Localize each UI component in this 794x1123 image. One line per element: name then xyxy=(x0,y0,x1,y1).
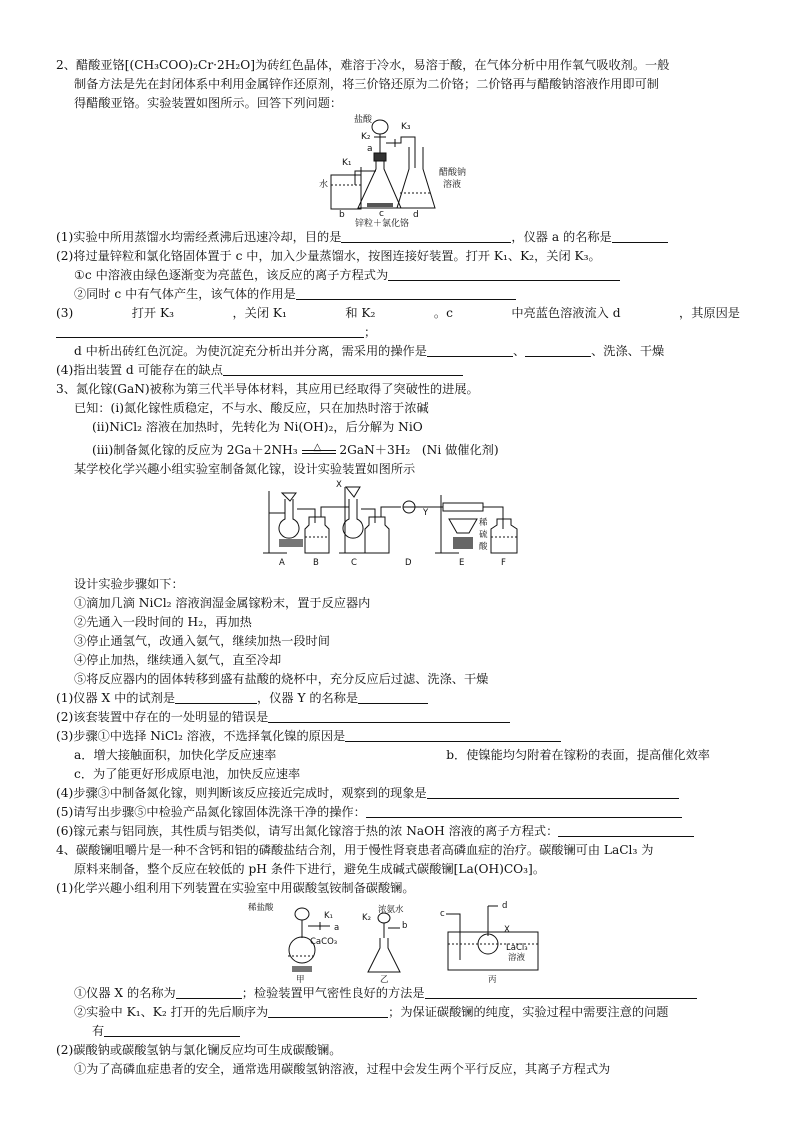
q3-s2: (2)该套装置中存在的一处明显的错误是 xyxy=(56,708,740,727)
fig3-label-acid-2: 硫 xyxy=(479,530,488,540)
fig2-label-d: d xyxy=(413,210,419,220)
fig4-label-d: d xyxy=(502,901,508,911)
fig3-label-E: E xyxy=(459,558,465,568)
q3-option-a: a．增大接触面积，加快化学反应速率 xyxy=(74,748,277,762)
q3-step-1: ①滴加几滴 NiCl₂ 溶液润湿金属镓粉末，置于反应器内 xyxy=(74,596,371,610)
answer-blank[interactable] xyxy=(345,728,561,742)
answer-blank[interactable] xyxy=(268,709,510,723)
q3-step-3: ③停止通氢气，改通入氨气，继续加热一段时间 xyxy=(74,634,330,648)
fig4-label-c: c xyxy=(440,909,445,919)
fig2-label-sol: 溶液 xyxy=(443,180,462,190)
q4-s2-1: ①为了高磷血症患者的安全，通常选用碳酸氢钠溶液，过程中会发生两个平行反应，其离子方程式为 xyxy=(74,1062,611,1076)
fig4-label-k1: K₁ xyxy=(324,911,333,921)
q3-step-4: ④停止加热，继续通入氨气，直至冷却 xyxy=(74,653,282,667)
fig3-label-F: F xyxy=(501,558,506,568)
fig2-label-b: b xyxy=(339,210,345,220)
q3-intro: 3、氮化镓(GaN)被称为第三代半导体材料，其应用已经取得了突破性的进展。 xyxy=(56,382,479,396)
fig2-label-a: a xyxy=(367,144,373,154)
fig3-label-C: C xyxy=(351,558,357,568)
answer-blank[interactable] xyxy=(223,362,463,376)
fig4-label-jia: 甲 xyxy=(296,975,305,984)
q2-s4: (4)指出装置 d 可能存在的缺点 xyxy=(56,361,740,380)
q3-setup: 某学校化学兴趣小组实验室制备氮化镓，设计实验装置如图所示 xyxy=(74,462,416,476)
answer-blank[interactable] xyxy=(612,229,668,243)
q3-s4: (4)步骤③中制备氮化镓，则判断该反应接近完成时，观察到的现象是 xyxy=(56,784,740,803)
fig4-label-x: X xyxy=(504,925,510,935)
answer-blank[interactable] xyxy=(388,267,620,281)
answer-blank[interactable] xyxy=(525,343,591,357)
q3-apparatus-figure xyxy=(263,479,533,571)
q2-s3-answer: ； xyxy=(56,323,740,342)
q4-s2: (2)碳酸钠或碳酸氢钠与氯化镧反应均可生成碳酸镧。 xyxy=(56,1043,342,1057)
fig4-label-a: a xyxy=(334,923,340,933)
answer-blank[interactable] xyxy=(176,985,242,999)
q2-s1: (1)实验中所用蒸馏水均需经煮沸后迅速冷却，目的是 ，仪器 a 的名称是 xyxy=(56,228,740,247)
answer-blank[interactable] xyxy=(175,690,257,704)
answer-blank[interactable] xyxy=(366,804,682,818)
answer-blank[interactable] xyxy=(341,229,511,243)
q3-known-1: 已知：(ⅰ)氮化镓性质稳定，不与水、酸反应，只在加热时溶于浓碱 xyxy=(74,401,429,415)
answer-blank[interactable] xyxy=(427,343,513,357)
q3-known-2: (ⅱ)NiCl₂ 溶液在加热时，先转化为 Ni(OH)₂，后分解为 NiO xyxy=(92,420,423,434)
q2-s3b: d 中析出砖红色沉淀。为使沉淀充分析出并分离，需采用的操作是 、 、洗涤、干燥 xyxy=(74,344,665,358)
fig3-label-D: D xyxy=(405,558,412,568)
q3-option-b: b．使镍能均匀附着在镓粉的表面，提高催化效率 xyxy=(446,748,710,762)
heat-arrow: △ xyxy=(302,450,336,454)
q2-intro-3: 得醋酸亚铬。实验装置如图所示。回答下列问题： xyxy=(74,96,343,110)
q4-intro-2: 原料来制备，整个反应在较低的 pH 条件下进行，避免生成碱式碳酸镧[La(OH)CO₃]。 xyxy=(74,862,546,876)
q3-step-5: ⑤将反应器内的固体转移到盛有盐酸的烧杯中，充分反应后过滤、洗涤、干燥 xyxy=(74,672,489,686)
fig3-label-Y: Y xyxy=(423,508,429,518)
fig4-label-caco3: CaCO₃ xyxy=(310,937,338,947)
q3-s6: (6)镓元素与铝同族，其性质与铝类似，请写出氮化镓溶于热的浓 NaOH 溶液的离子方程式： xyxy=(56,822,740,841)
q2-intro-2: 制备方法是先在封闭体系中利用金属锌作还原剂，将三价铬还原为二价铬；二价铬再与醋酸钠溶液作用即可制 xyxy=(74,77,659,91)
answer-blank[interactable] xyxy=(268,1004,388,1018)
answer-blank[interactable] xyxy=(558,823,694,837)
answer-blank[interactable] xyxy=(425,985,697,999)
q2-intro-1: 2、醋酸亚铬[(CH₃COO)₂Cr·2H₂O]为砖红色晶体，难溶于冷水，易溶于酸，在气体分析中用作氧气吸收剂。一般 xyxy=(56,58,670,72)
fig4-label-k2: K₂ xyxy=(362,913,371,923)
answer-blank[interactable] xyxy=(296,286,516,300)
fig2-label-zn: 锌粒＋氯化铬 xyxy=(355,219,410,228)
fig3-label-A: A xyxy=(279,558,285,568)
answer-blank[interactable] xyxy=(427,785,679,799)
answer-blank[interactable] xyxy=(104,1023,240,1037)
q4-s1-2-cont: 有 xyxy=(56,1022,740,1041)
q4-s1-1: ①仪器 X 的名称为 ；检验装置甲气密性良好的方法是 xyxy=(56,984,740,1003)
q3-s1: (1)仪器 X 中的试剂是 ，仪器 Y 的名称是 xyxy=(56,689,740,708)
fig4-label-acid: 稀盐酸 xyxy=(248,903,274,913)
q3-s3-options-row xyxy=(56,746,740,765)
fig4-label-bing: 丙 xyxy=(488,975,497,984)
q3-option-c: c．为了能更好形成原电池，加快反应速率 xyxy=(74,767,301,781)
q4-apparatus-figure xyxy=(248,898,548,984)
fig2-label-c: c xyxy=(379,209,384,219)
fig4-label-ammonia: 浓氨水 xyxy=(378,905,404,915)
fig3-label-acid-1: 稀 xyxy=(479,518,488,528)
fig4-label-yi: 乙 xyxy=(380,975,389,984)
fig4-label-lacl3: LaCl₃ xyxy=(506,943,528,953)
fig4-label-b: b xyxy=(402,921,408,931)
fig3-label-X: X xyxy=(336,480,342,490)
worksheet xyxy=(56,56,740,1079)
q4-s1-2: ②实验中 K₁、K₂ 打开的先后顺序为 ；为保证碳酸镧的纯度，实验过程中需要注意的问题 xyxy=(74,1005,669,1019)
answer-blank[interactable] xyxy=(358,690,428,704)
fig4-label-sol: 溶液 xyxy=(508,953,526,963)
fig2-label-k3: K₃ xyxy=(401,122,411,132)
answer-blank[interactable] xyxy=(56,324,364,338)
q2-s2-1: ①c 中溶液由绿色逐渐变为亮蓝色，该反应的离子方程式为 xyxy=(56,266,740,285)
fig3-label-B: B xyxy=(313,558,319,568)
fig2-label-acid: 盐酸 xyxy=(354,115,373,125)
fig3-label-acid-3: 酸 xyxy=(479,542,488,552)
q2-s3: (3) 打开 K₃ ，关闭 K₁ 和 K₂ 。c 中亮蓝色溶液流入 d ，其原因是 xyxy=(56,306,740,320)
q4-intro-1: 4、碳酸镧咀嚼片是一种不含钙和铝的磷酸盐结合剂，用于慢性肾衰患者高磷血症的治疗。碳酸镧可由 LaCl₃ 为 xyxy=(56,843,654,857)
q2-s2: (2)将过量锌粒和氯化铬固体置于 c 中，加入少量蒸馏水，按图连接好装置。打开 K₁、K₂，关闭 K₃。 xyxy=(56,249,601,263)
q3-known-3: (ⅲ)制备氮化镓的反应为 2Ga＋2NH₃ △ 2GaN＋3H₂ (Ni 做催化剂) xyxy=(92,442,499,457)
q3-step-2: ②先通入一段时间的 H₂，再加热 xyxy=(74,615,252,629)
q4-s1: (1)化学兴趣小组利用下列装置在实验室中用碳酸氢铵制备碳酸镧。 xyxy=(56,881,415,895)
fig2-label-k1: K₁ xyxy=(342,158,352,168)
fig2-label-water: 水 xyxy=(319,180,329,190)
q3-s3: (3)步骤①中选择 NiCl₂ 溶液，不选择氧化镍的原因是 xyxy=(56,727,740,746)
q3-steps-title: 设计实验步骤如下： xyxy=(74,577,184,591)
q2-apparatus-figure xyxy=(283,113,513,228)
q3-s5: (5)请写出步骤⑤中检验产品氮化镓固体洗涤干净的操作： xyxy=(56,803,740,822)
fig2-label-k2: K₂ xyxy=(361,132,371,142)
q2-s2-2: ②同时 c 中有气体产生，该气体的作用是 xyxy=(56,285,740,304)
fig2-label-naac: 醋酸钠 xyxy=(439,168,467,178)
